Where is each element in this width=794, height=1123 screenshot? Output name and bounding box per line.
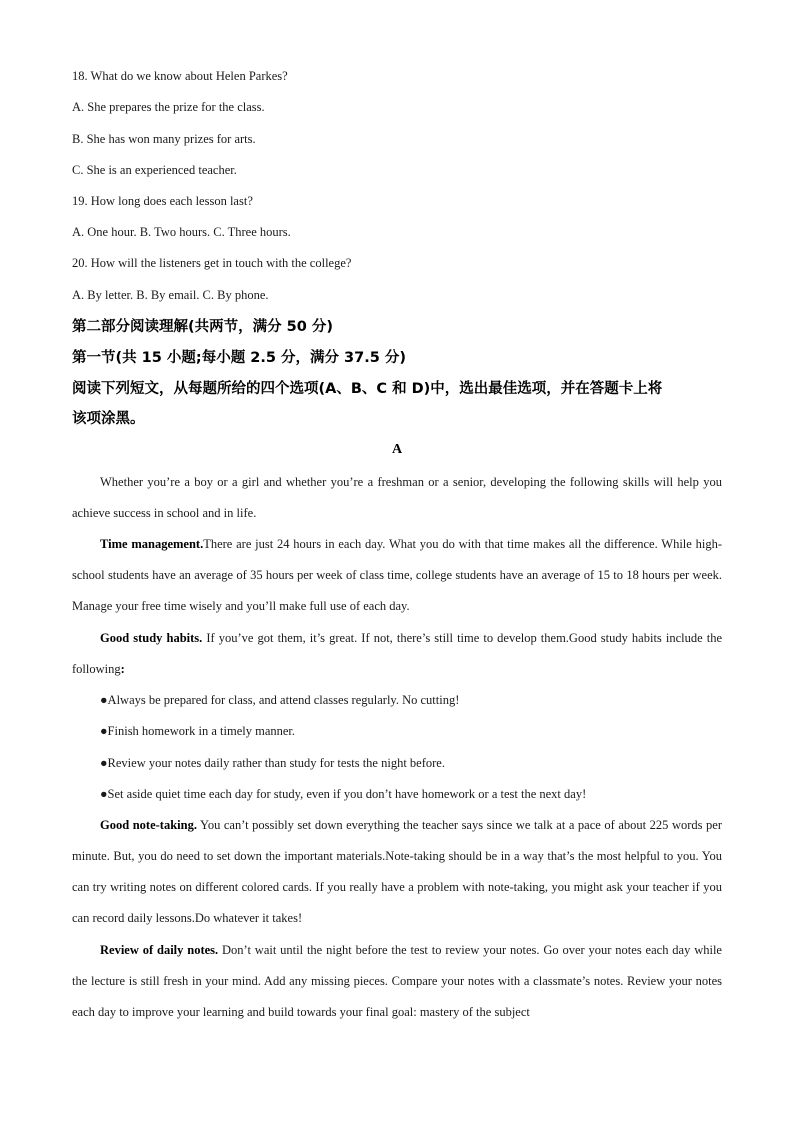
question-18-option-c: C. She is an experienced teacher. [72,163,237,177]
question-18-option-b: B. She has won many prizes for arts. [72,132,256,146]
daily-notes-lead: Review of daily notes. [100,943,219,957]
instructions-line-1: 阅读下列短文，从每题所给的四个选项(A、B、C 和 D)中，选出最佳选项，并在答题卡上将 [72,381,663,397]
instructions-line-2: 该项涂黑。 [72,411,145,427]
bullet-item-2: ●Finish homework in a timely manner. [100,724,296,738]
study-habits-colon: : [120,662,125,676]
time-management-paragraph [72,529,722,622]
daily-notes-text: Don’t wait until the night before the test to review your notes. Go over your notes each day while the lecture is still fresh in your mind. Add any missing pieces. Compare your notes with a classmate’s notes. Review your notes each day to improve your learning and build towards your final goal: mastery of the subject [72,943,722,1019]
note-taking-lead: Good note-taking. [100,818,197,832]
note-taking-text: You can’t possibly set down everything the teacher says since we talk at a pace of about 225 words per minute. But, you do need to set down the important materials.Note-taking should be in a way that’s the most helpful to you. You can try writing notes on different colored cards. If you really have a problem with note-taking, you might ask your teacher if you can record daily lessons.Do whatever it takes! [72,818,722,925]
bullet-item-1: ●Always be prepared for class, and attend classes regularly. No cutting! [100,693,460,707]
question-19: 19. How long does each lesson last? [72,194,253,208]
study-habits-paragraph [72,623,722,685]
question-20: 20. How will the listeners get in touch with the college? [72,256,352,270]
bullet-item-3: ●Review your notes daily rather than study for tests the night before. [100,756,445,770]
bullet-item-4: ●Set aside quiet time each day for study, even if you don’t have homework or a test the next day! [100,787,587,801]
passage-letter: A [391,442,403,457]
study-habits-lead: Good study habits. [100,631,203,645]
question-19-options: A. One hour. B. Two hours. C. Three hours. [72,225,291,239]
part-two-heading: 第二部分阅读理解(共两节，满分 50 分) [72,319,334,335]
intro-paragraph [72,467,722,529]
question-18: 18. What do we know about Helen Parkes? [72,69,288,83]
time-management-lead: Time management. [100,537,204,551]
section-one-heading: 第一节(共 15 小题;每小题 2.5 分，满分 37.5 分) [72,350,406,366]
question-18-option-a: A. She prepares the prize for the class. [72,100,265,114]
note-taking-paragraph [72,810,722,934]
daily-notes-paragraph [72,935,722,1028]
question-20-options: A. By letter. B. By email. C. By phone. [72,288,269,302]
intro-text: Whether you’re a boy or a girl and whether you’re a freshman or a senior, developing the following skills will help you achieve success in school and in life. [72,475,722,520]
study-habits-text: If you’ve got them, it’s great. If not, there’s still time to develop them.Good study habits include the following [72,631,722,676]
time-management-text: There are just 24 hours in each day. What you do with that time makes all the difference. While high-school students have an average of 35 hours per week of class time, college students have an average of 15 to 18 hours per week. Manage your free time wisely and you’ll make full use of each day. [72,537,722,613]
